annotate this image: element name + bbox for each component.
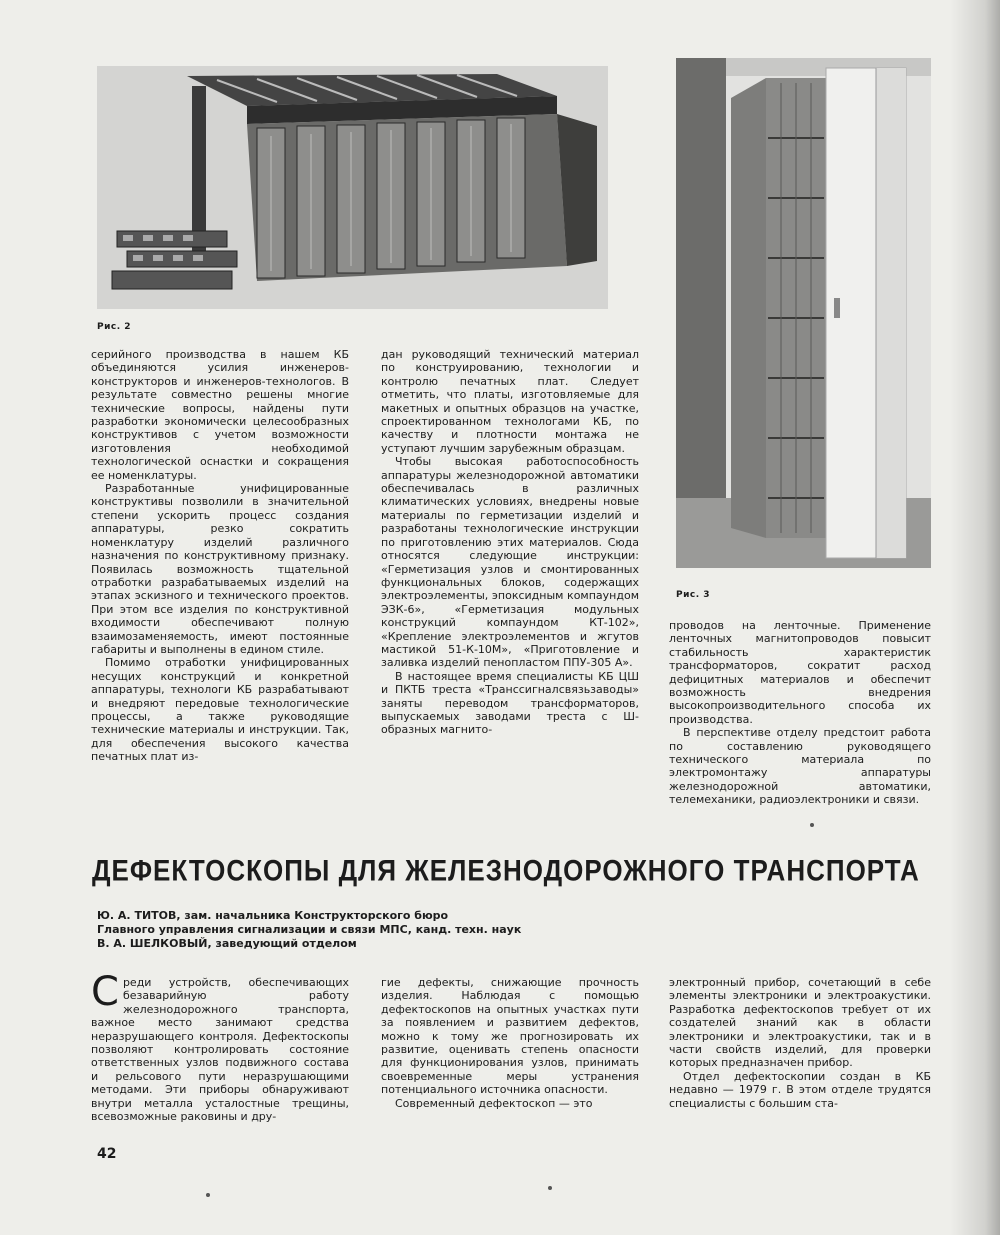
print-speck [548,1186,552,1190]
paragraph: Чтобы высокая работоспособность аппаратуры железнодорожной автоматики обеспечивалась в различных климатических условиях, внедрены новые материалы по герметизации изделий и разработаны технологические инструкции по приготовлению этих материалов. Сюда относятся следующие инструкции: «Герметизация узлов и смонтированных функциональных блоков, содержащих электроэлементы, эпоксидным компаундом ЭЗК-6», «Герметизация модульных конструкций компаундом КТ-102», «Крепление электроэлементов и жгутов мастикой 51-К-10М», «Приготовление и заливка изделий пенопластом ППУ-305 А». [381,455,639,670]
author-line: Главного управления сигнализации и связи МПС, канд. техн. наук [97,923,522,936]
author-line: Ю. А. ТИТОВ, зам. начальника Конструкторского бюро [97,909,449,922]
article-column-1 [91,969,349,1124]
paragraph [91,969,349,1124]
page-edge-shadow [950,0,1000,1235]
print-speck [810,823,814,827]
figure-3-photo [676,58,931,568]
figure-2-caption: Рис. 2 [97,322,132,332]
drop-cap: С [91,969,119,1015]
figure-2-photo [97,66,608,309]
top-article-column-1 [91,348,349,764]
rack-illustration [97,66,608,309]
paragraph: электронный прибор, сочетающий в себе элементы электроники и электроакустики. Разработка дефектоскопов требует от их создателей знаний как в области электроники и электроакустики, так и в части свойств изделий, для проверки которых предназначен прибор. [669,976,931,1070]
paragraph: дан руководящий технический материал по конструированию, технологии и контролю печатных плат. Следует отметить, что платы, изготовляемые для макетных и опытных образцов на участке, спроектированном технологами КБ, по качеству и плотности монтажа не уступают лучшим зарубежным образцам. [381,348,639,455]
cabinet-illustration [676,58,931,568]
paragraph-text: реди устройств, обеспечивающих безаварийную работу железнодорожного транспорта, важное место занимают средства неразрушающего контроля. Дефектоскопы позволяют контролировать состояние ответственных узлов подвижного состава и рельсового пути неразрушающими методами. Эти приборы обнаруживают внутри металла усталостные трещины, всевозможные раковины и дру- [91,976,349,1124]
paragraph: проводов на ленточные. Применение ленточных магнитопроводов повысит стабильность характеристик трансформаторов, сократит расход дефицитных материалов и обеспечит возможность внедрения высокопроизводительного способа их производства. [669,619,931,726]
paragraph: Современный дефектоскоп — это [395,1096,593,1110]
paragraph: серийного производства в нашем КБ объединяются усилия инженеров-конструкторов и инженеров-технологов. В результате совместно решены многие технические вопросы, найдены пути разработки экономически целесообразных конструктивов с учетом возможности изготовления необходимой технологической оснастки и сокращения ее номенклатуры. [91,348,349,482]
article-column-3 [669,976,931,1110]
article-title: ДЕФЕКТОСКОПЫ ДЛЯ ЖЕЛЕЗНОДОРОЖНОГО ТРАНСПОРТА [92,853,920,888]
article-authors [97,909,521,951]
paragraph: В перспективе отделу предстоит работа по составлению руководящего технического материала по электромонтажу аппаратуры железнодорожной автоматики, телемеханики, радиоэлектроники и связи. [669,726,931,807]
paragraph: Отдел дефектоскопии создан в КБ недавно — 1979 г. В этом отделе трудятся специалисты с большим ста- [669,1069,931,1110]
paragraph: гие дефекты, снижающие прочность изделия. Наблюдая с помощью дефектоскопов на опытных участках пути за появлением и развитием дефектов, можно к тому же прогнозировать их развитие, оценивать степень опасности для функционирования узлов, принимать своевременные меры устранения потенциального источника опасности. [381,976,639,1097]
paragraph: Помимо отработки унифицированных несущих конструкций и конкретной аппаратуры, технологи КБ разрабатывают и внедряют передовые технологические процессы, а также руководящие технические материалы и инструкции. Так, для обеспечения высокого качества печатных плат из- [91,656,349,764]
paragraph: Разработанные унифицированные конструктивы позволили в значительной степени ускорить процесс создания аппаратуры, резко сократить номенклатуру изделий различного назначения по конструктивному признаку. Появилась возможность тщательной отработки разрабатываемых изделий на этапах эскизного и технического проектов. При этом все изделия по конструктивной входимости обеспечивают полную взаимозаменяемость, имеют постоянные габариты и выполнены в едином стиле. [91,482,349,656]
print-speck [206,1193,210,1197]
author-line: В. А. ШЕЛКОВЫЙ, заведующий отделом [97,937,357,950]
figure-3-caption: Рис. 3 [676,590,711,600]
paragraph: В настоящее время специалисты КБ ЦШ и ПКТБ треста «Трансcигналсвязьзаводы» заняты переводом трансформаторов, выпускаемых заводами треста с Ш-образных магнито- [381,669,639,737]
article-column-2 [381,976,639,1110]
top-article-column-3 [669,619,931,807]
page-number: 42 [97,1146,117,1162]
top-article-column-2 [381,348,639,737]
